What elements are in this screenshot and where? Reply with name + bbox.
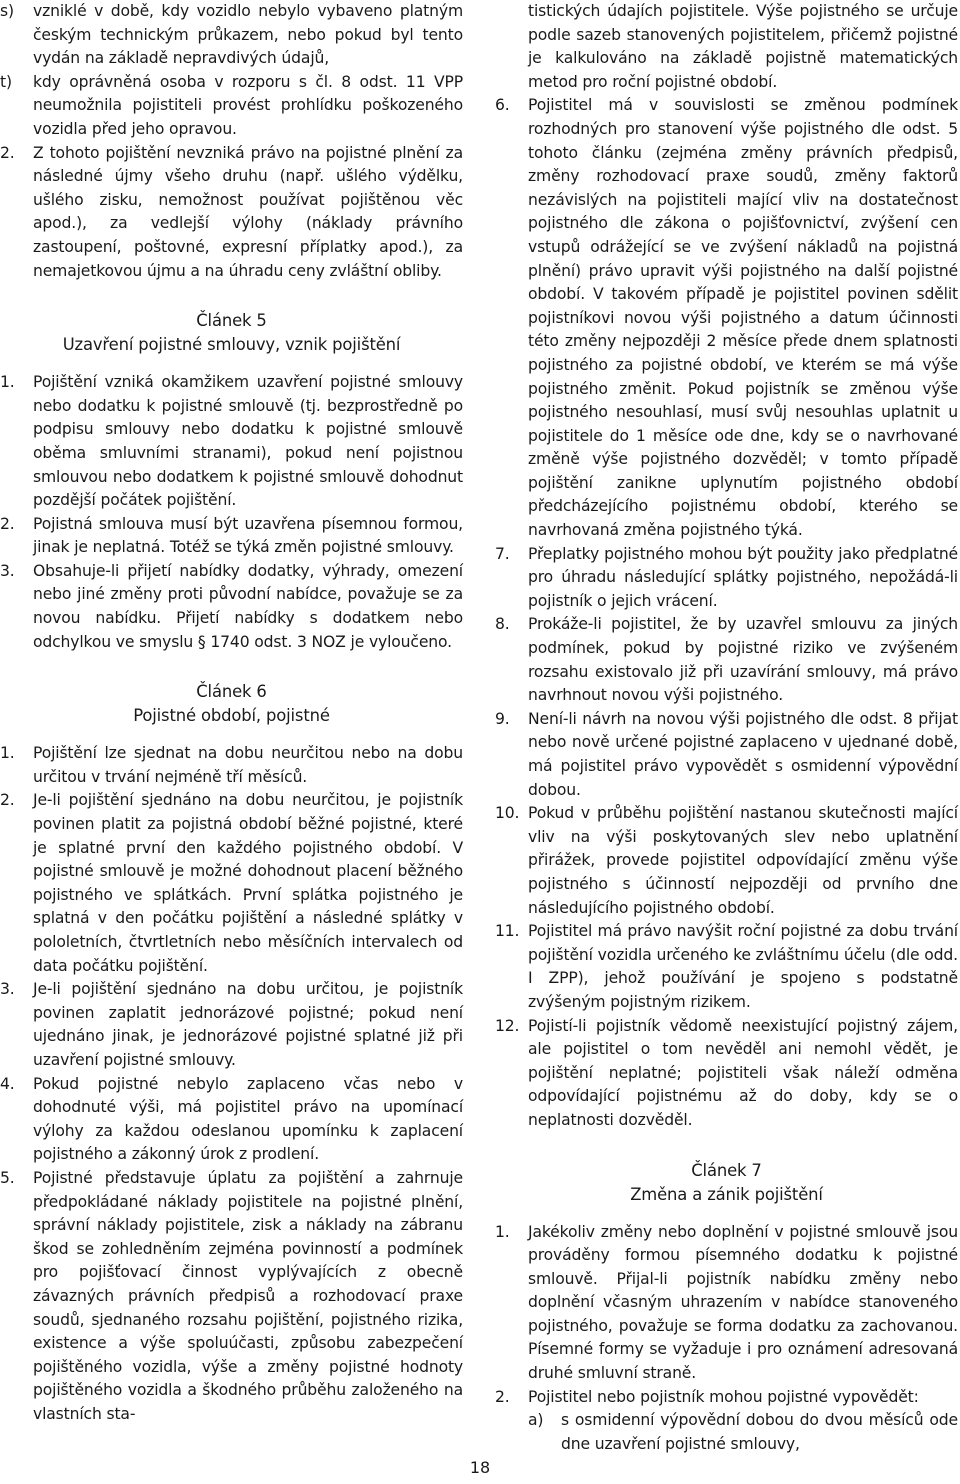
item-text: Není-li návrh na novou výši pojistného dle odst. 8 přijat nebo nově určené pojistné zaplaceno v ujednané době, má pojistitel právo vypovědět s osmidenní výpovědní dobou. [528, 709, 958, 799]
item-text: s osmidenní výpovědní dobou do dvou měsíců ode dne uzavření pojistné smlouvy, [561, 1411, 958, 1453]
item-label: 4. [0, 1074, 15, 1093]
article-title: Článek 6 [196, 682, 267, 702]
list-item [495, 1221, 958, 1386]
list-item [0, 978, 463, 1072]
list-subitem [528, 1409, 958, 1456]
item-label: 2. [0, 514, 15, 533]
list-item [0, 1167, 463, 1427]
list-item [495, 94, 958, 542]
item-text: tistických údajích pojistitele. Výše pojistného se určuje podle sazeb stanovených pojistitelem, přičemž pojistné je kalkulováno na základě pojistně matematických metod pro roční pojistné období. [528, 2, 958, 91]
left-column [0, 0, 463, 1426]
right-column [495, 0, 958, 1456]
item-label: 3. [0, 561, 15, 580]
item-label: 1. [495, 1222, 510, 1241]
item-text: Pokud pojistné nebylo zaplaceno včas nebo v dohodnuté výši, má pojistitel právo na upomínací výlohy za každou odeslanou upomínku k zaplacení pojistného a zákonný úrok z prodlení. [33, 1074, 463, 1164]
item-label: 12. [495, 1016, 520, 1035]
item-text: Je-li pojištění sjednáno na dobu neurčitou, je pojistník povinen platit za pojistná období běžné pojistné, které je splatné první den každého pojistného období. V pojistné smlouvě je možné dohodnout placení běžného pojistného ve splátkách. První splátka pojistného je splatná v den počátku pojištění a následné splátky v pololetních, čtvrtletních nebo měsíčních intervalech od data počátku pojištění. [33, 791, 463, 975]
item-text: Prokáže-li pojistitel, že by uzavřel smlouvu za jiných podmínek, pokud by pojistné riziko ve zvýšeném rozsahu existovalo již při uzavírání smlouvy, má právo navrhnout novou výši pojistného. [528, 615, 958, 705]
item-label: 8. [495, 615, 510, 634]
article-title: Článek 5 [196, 311, 267, 331]
list-item [0, 0, 463, 71]
list-item [0, 742, 463, 789]
item-text: Pojištění vzniká okamžikem uzavření pojistné smlouvy nebo dodatku k pojistné smlouvě (tj. bezprostředně po podpisu smlouvy nebo dodatku k pojistné smlouvě oběma smluvními stranami), pokud není pojistnou smlouvou nebo dodatkem k pojistné smlouvě dohodnut pozdější počátek pojištění. [33, 373, 463, 510]
item-label: 3. [0, 980, 15, 999]
list-item [495, 543, 958, 614]
list-item [0, 142, 463, 284]
item-text: Pojistitel nebo pojistník mohou pojistné vypovědět: [528, 1387, 919, 1406]
item-text: kdy oprávněná osoba v rozporu s čl. 8 odst. 11 VPP neumožnila pojistiteli provést prohlídku poškozeného vozidla před jeho opravou. [33, 72, 463, 138]
item-label: s) [0, 2, 14, 20]
item-text: Pojistitel má právo navýšit roční pojistné za dobu trvání pojištění vozidla určeného ke zvláštnímu účelu (dle odd. I ZPP), jehož používání je spojeno s podstatně zvýšeným pojistným rizikem. [528, 922, 958, 1011]
list-item [0, 71, 463, 142]
item-text: Přeplatky pojistného mohou být použity jako předplatné pro úhradu následující splátky pojistného, nepožádá-li pojistník o jejich vrácení. [528, 544, 958, 610]
item-label: 1. [0, 744, 15, 763]
item-text: Jakékoliv změny nebo doplnění v pojistné smlouvě jsou prováděny formou písemného dodatku k pojistné smlouvě. Přijal-li pojistník nabídku změny nebo doplnění včasným uhrazením v nabídce stanoveného pojistného, považuje se forma dodatku za zachovanou. Písemné formy se vyžaduje i pro oznámení adresovaná druhé smluvní straně. [528, 1222, 958, 1383]
list-item [495, 1386, 958, 1410]
item-text: Z tohoto pojištění nevzniká právo na pojistné plnění za následné újmy všeho druhu (např. ušlého výdělku, ušlého zisku, nemožnost používat pojištěnou věc apod.), za vedlejší výlohy (náklady právního zastoupení, poštovné, expresní příplatky apod.), za nemajetkovou újmu a na úhradu ceny zvláštní obliby. [33, 143, 463, 280]
item-text: Pojistná smlouva musí být uzavřena písemnou formou, jinak je neplatná. Totéž se týká změn pojistné smlouvy. [33, 514, 463, 557]
item-text: Obsahuje-li přijetí nabídky dodatky, výhrady, omezení nebo jiné změny proti původní nabídce, považuje se za novou nabídku. Přijetí nabídky s dodatkem nebo odchylkou ve smyslu § 1740 odst. 3 NOZ je vyloučeno. [33, 561, 463, 651]
item-label: 9. [495, 709, 510, 728]
list-item [0, 789, 463, 978]
item-text: Pojištění lze sjednat na dobu neurčitou nebo na dobu určitou v trvání nejméně tří měsíců. [33, 744, 463, 786]
list-item [0, 371, 463, 513]
list-item [495, 708, 958, 802]
list-item [495, 920, 958, 1014]
continued-paragraph [495, 0, 958, 94]
item-text: vzniklé v době, kdy vozidlo nebylo vybaveno platným českým technickým průkazem, nebo pokud byl tento vydán na základě nepravdivých údajů, [33, 2, 463, 68]
item-label: t) [0, 72, 12, 91]
item-label: 2. [0, 791, 15, 810]
item-label: 5. [0, 1168, 15, 1187]
list-item [0, 513, 463, 560]
article-subtitle: Změna a zánik pojištění [630, 1184, 823, 1204]
article-subtitle: Pojistné období, pojistné [133, 706, 330, 726]
item-label: 2. [495, 1387, 510, 1406]
item-text: Pojistitel má v souvislosti se změnou podmínek rozhodných pro stanovení výše pojistného dle odst. 5 tohoto článku (zejména změny právních předpisů, změny rozhodovací praxe soudů, změny faktorů nezávislých na pojistiteli mající vliv na dostatečnost pojistného dle zákona o pojišťovnictví, zvýšení cen vstupů odrážející se ve zvýšení nákladů na pojistná plnění) právo upravit výši pojistného na další pojistné období. V takovém případě je pojistitel povinen sdělit pojistníkovi novou výši pojistného a datum účinnosti této změny nejpozději 2 měsíce přede dnem splatnosti pojistného za pojistné období, ve kterém se má výše pojistného změnit. Pokud pojistník se změnou výše pojistného nesouhlasí, musí svůj nesouhlas uplatnit u pojistitele do 1 měsíce ode dne, kdy se o navrhované změně výše pojistného dozvěděl; v tomto případě pojištění zanikne uplynutím pojistného období předcházejícího pojistnému období, kterého se navrhovaná změna pojistného týká. [528, 96, 958, 540]
item-label: 2. [0, 143, 15, 162]
item-text: Je-li pojištění sjednáno na dobu určitou, je pojistník povinen zaplatit jednorázové pojistné; pokud není ujednáno jinak, je jednorázové pojistné splatné již při uzavření pojistné smlouvy. [33, 980, 463, 1069]
list-item [495, 1015, 958, 1133]
item-label: a) [528, 1411, 544, 1430]
item-text: Pokud v průběhu pojištění nastanou skutečnosti mající vliv na výši poskytovaných slev nebo uplatnění přirážek, provede pojistitel odpovídající změnu výše pojistného s účinností nejpozději od prvního dne následujícího pojistného období. [528, 804, 958, 917]
list-item [495, 802, 958, 920]
item-text: Pojistí-li pojistník vědomě neexistující pojistný zájem, ale pojistitel o tom nevěděl ani nemohl vědět, je pojištění neplatné; pojistiteli však náleží odměna odpovídající pojistnému až do doby, kdy se o neplatnosti dozvěděl. [528, 1016, 958, 1129]
list-item [0, 560, 463, 654]
page-number: 18 [469, 1458, 491, 1477]
article-title: Článek 7 [691, 1160, 762, 1180]
item-label: 7. [495, 544, 510, 563]
item-label: 11. [495, 922, 520, 941]
article-subtitle: Uzavření pojistné smlouvy, vznik pojištění [62, 335, 401, 355]
item-label: 1. [0, 373, 15, 392]
item-text: Pojistné představuje úplatu za pojištění a zahrnuje předpokládané náklady pojistitele na pojistné plnění, správní náklady pojistitele, zisk a náklady na zábranu škod se zohledněním zejména povinností a podmínek pro pojišťovací činnost vyplývajících z obecně závazných právních předpisů a rozhodovací praxe soudů, sjednaného rozsahu pojištění, pojistného rizika, existence a výše spoluúčasti, způsobu zabezpečení pojištěného vozidla, výše a změny pojistné hodnoty pojištěného vozidla a škodného průběhu založeného na vlastních sta- [33, 1168, 463, 1423]
item-label: 10. [495, 804, 520, 823]
item-label: 6. [495, 96, 510, 115]
list-item [495, 613, 958, 707]
list-item [0, 1073, 463, 1167]
